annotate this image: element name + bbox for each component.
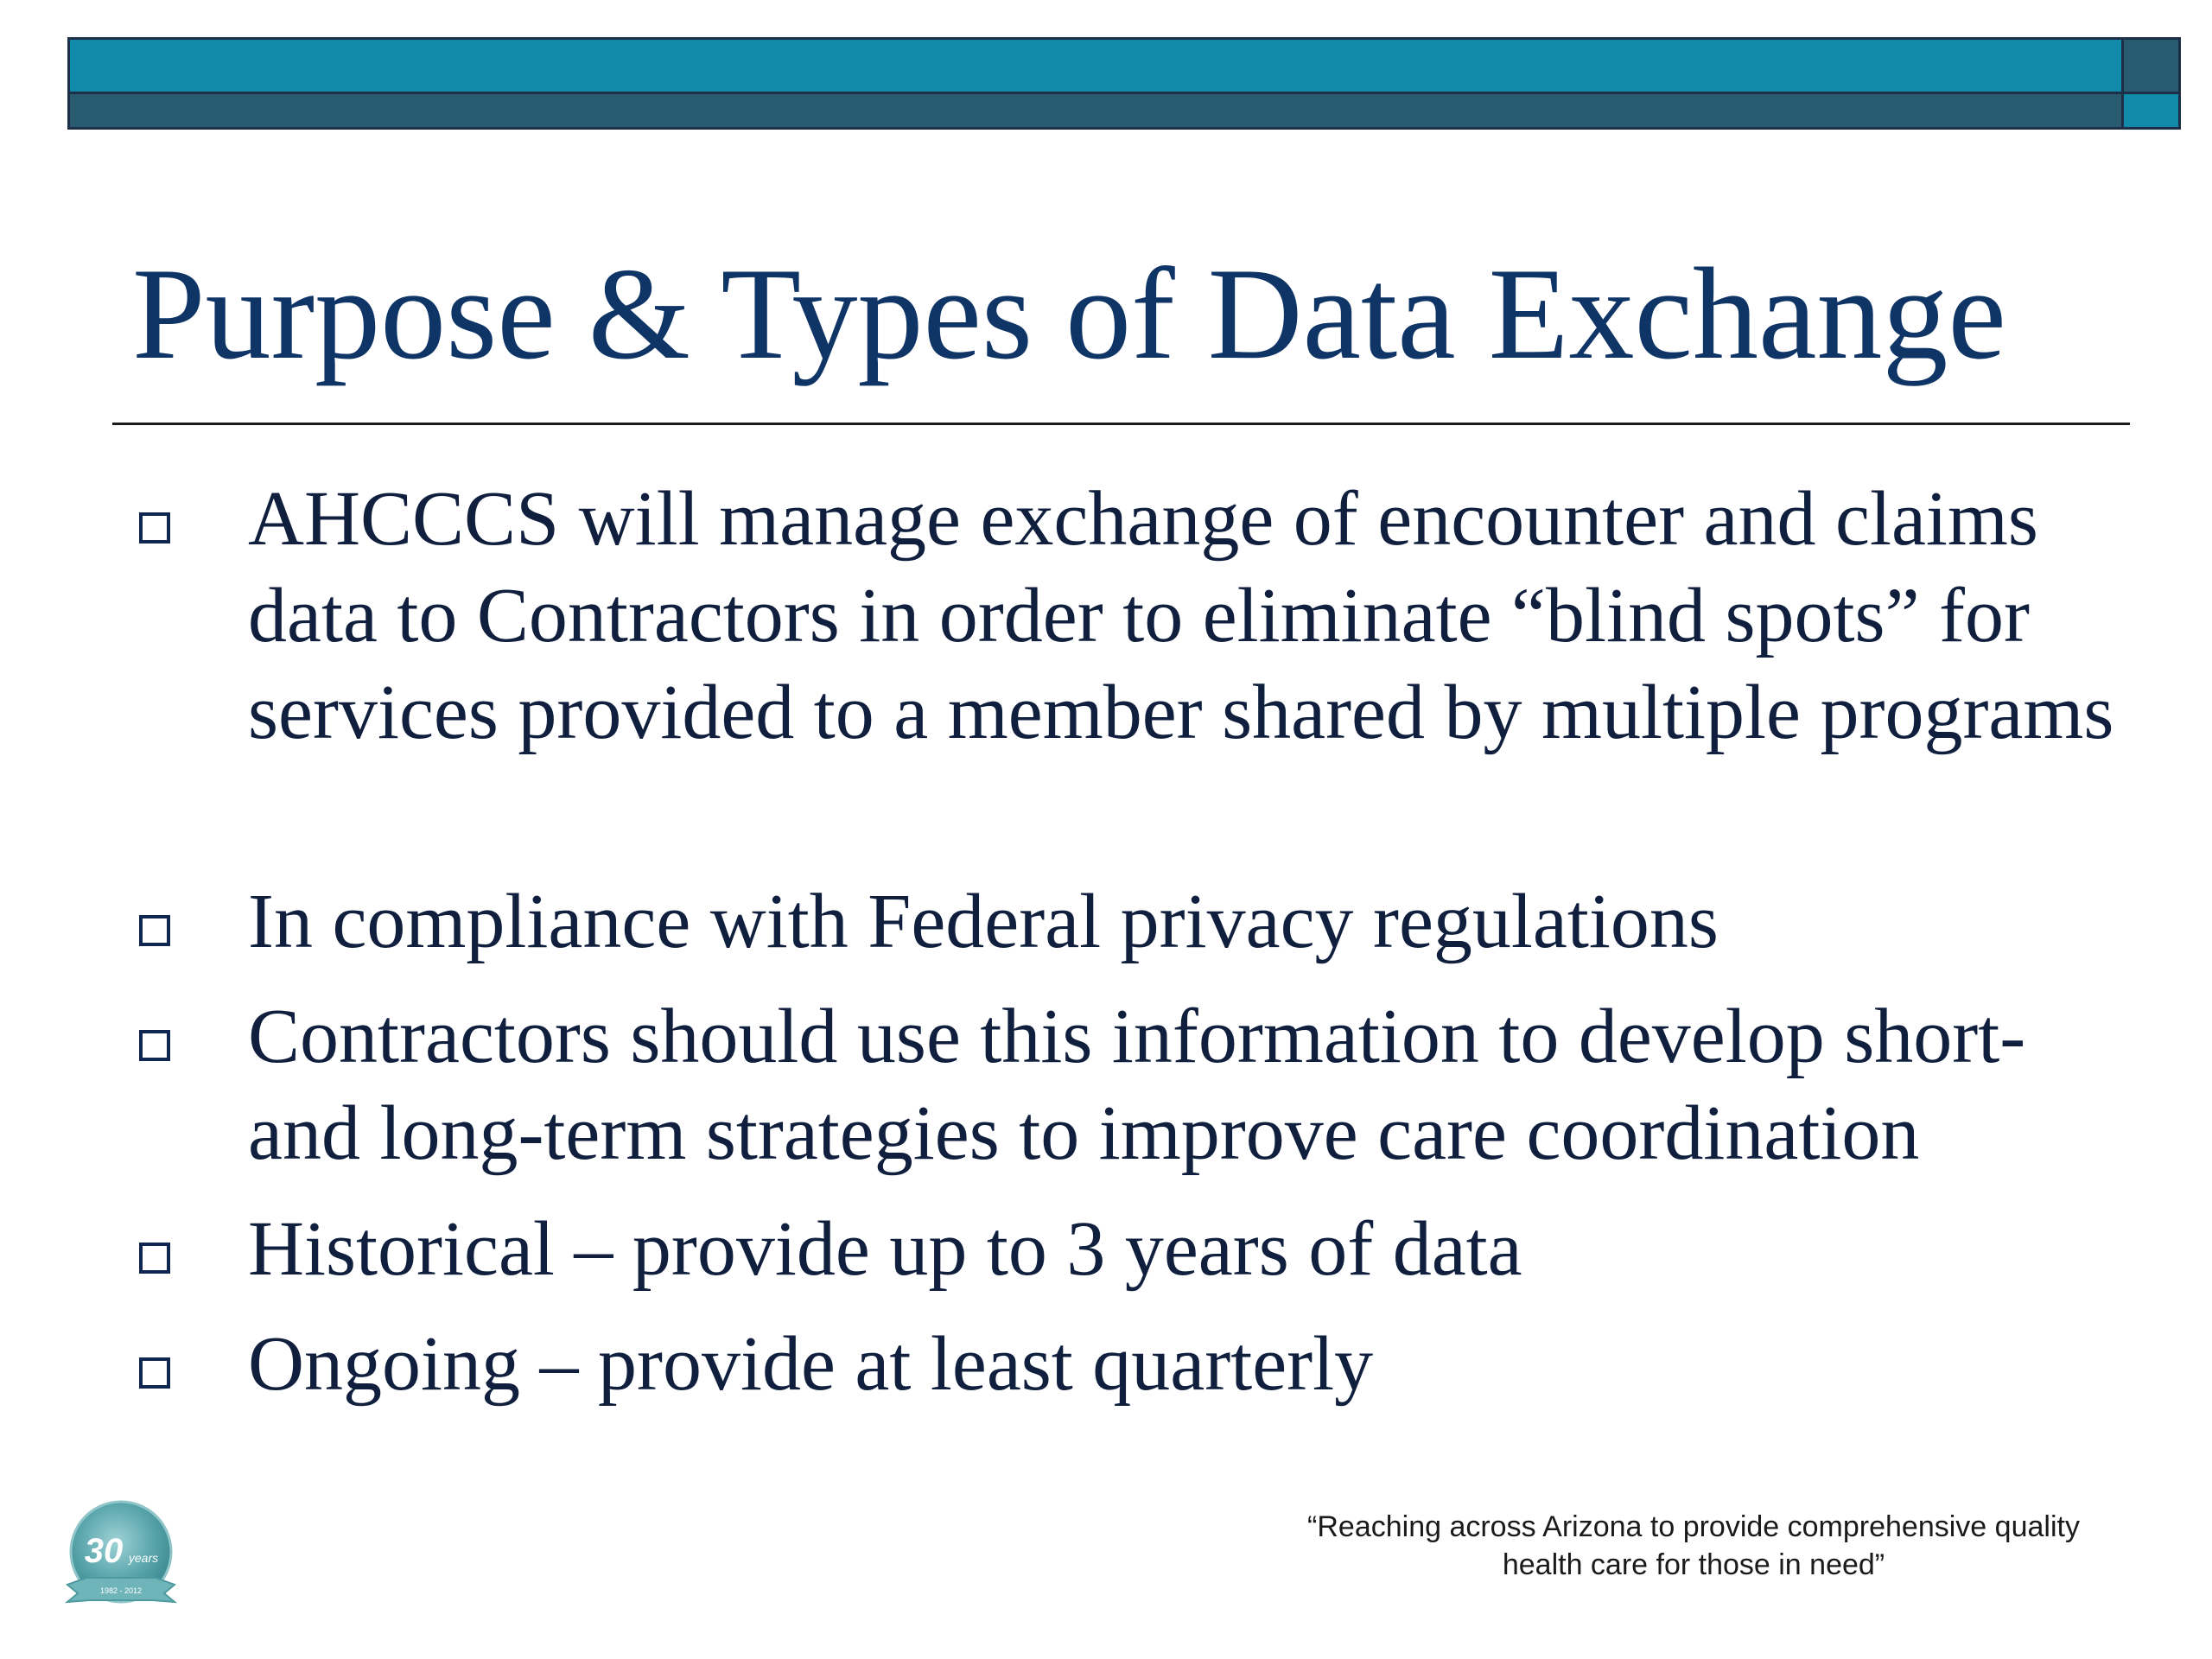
square-bullet-icon bbox=[139, 1357, 170, 1389]
footer-quote bbox=[1210, 1508, 2177, 1584]
square-bullet-icon bbox=[139, 512, 170, 543]
bullet-text: Ongoing – provide at least quarterly bbox=[248, 1321, 1374, 1407]
badge-word: years bbox=[128, 1551, 159, 1565]
square-bullet-icon bbox=[139, 915, 170, 946]
square-bullet-icon bbox=[139, 1030, 170, 1061]
badge-dates: 1982 - 2012 bbox=[99, 1586, 143, 1595]
thirty-years-badge-icon bbox=[60, 1495, 181, 1616]
badge-number: 30 bbox=[84, 1532, 124, 1570]
slide-title: Purpose & Types of Data Exchange bbox=[132, 241, 2006, 386]
bullet-text: Historical – provide up to 3 years of data bbox=[248, 1206, 1522, 1292]
bullet-text: Contractors should use this information to develop short- and long-term strategies to improve care coordination bbox=[248, 994, 2026, 1176]
bullet-text: In compliance with Federal privacy regulations bbox=[248, 879, 1719, 964]
footer-quote-line-2: health care for those in need” bbox=[1502, 1548, 1885, 1581]
footer-quote-line-1: “Reaching across Arizona to provide comprehensive quality bbox=[1307, 1510, 2080, 1543]
square-bullet-icon bbox=[139, 1243, 170, 1274]
bullet-text: AHCCCS will manage exchange of encounter and claims data to Contractors in order to eliminate “blind spots” for services provided to a member shared by multiple programs bbox=[248, 476, 2114, 755]
